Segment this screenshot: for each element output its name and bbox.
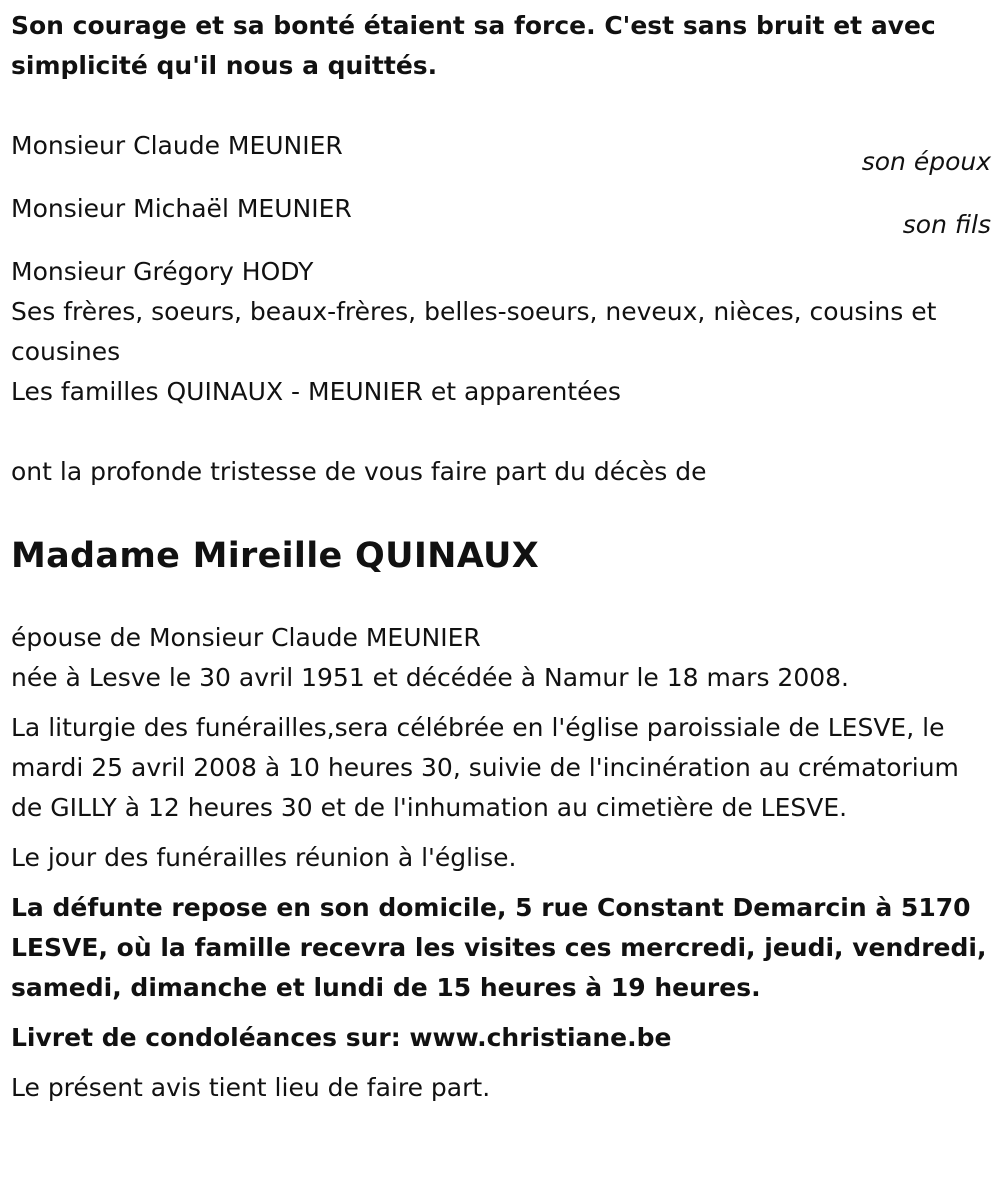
related-families: Les familles QUINAUX - MEUNIER et apparentées [11, 377, 621, 406]
family-member-name: Monsieur Michaël MEUNIER [11, 194, 352, 223]
family-member-relation: son fils [902, 210, 991, 239]
spouse-line: épouse de Monsieur Claude MEUNIER [11, 623, 481, 652]
family-member-name: Monsieur Grégory HODY [11, 257, 314, 286]
family-member-name: Monsieur Claude MEUNIER [11, 131, 343, 160]
announcement-text: ont la profonde tristesse de vous faire part du décès de [11, 457, 707, 486]
gathering-info: Le jour des funérailles réunion à l'église. [11, 843, 517, 872]
epitaph-quote: Son courage et sa bonté étaient sa force. C'est sans bruit et avec simplicité qu'il nous a quittés. [11, 11, 936, 80]
visitation-info: La défunte repose en son domicile, 5 rue Constant Demarcin à 5170 LESVE, où la famille recevra les visites ces mercredi, jeudi, vendredi, samedi, dimanche et lundi de 15 heures à 19 heures. [11, 893, 987, 1002]
obituary-notice [11, 6, 991, 1118]
liturgy-details: La liturgie des funérailles,sera célébrée en l'église paroissiale de LESVE, le mardi 25 avril 2008 à 10 heures 30, suivie de l'incinération au crématorium de GILLY à 12 heures 30 et de l'inhumation au cimetière de LESVE. [11, 713, 959, 822]
notice-footer: Le présent avis tient lieu de faire part. [11, 1073, 491, 1102]
family-member-relation: son époux [861, 147, 991, 176]
deceased-name: Madame Mireille QUINAUX [11, 536, 540, 576]
family-list [11, 126, 991, 412]
condolences-info: Livret de condoléances sur: www.christiane.be [11, 1023, 672, 1052]
extended-family: Ses frères, soeurs, beaux-frères, belles-soeurs, neveux, nièces, cousins et cousines [11, 297, 937, 366]
birth-death-line: née à Lesve le 30 avril 1951 et décédée à Namur le 18 mars 2008. [11, 663, 849, 692]
